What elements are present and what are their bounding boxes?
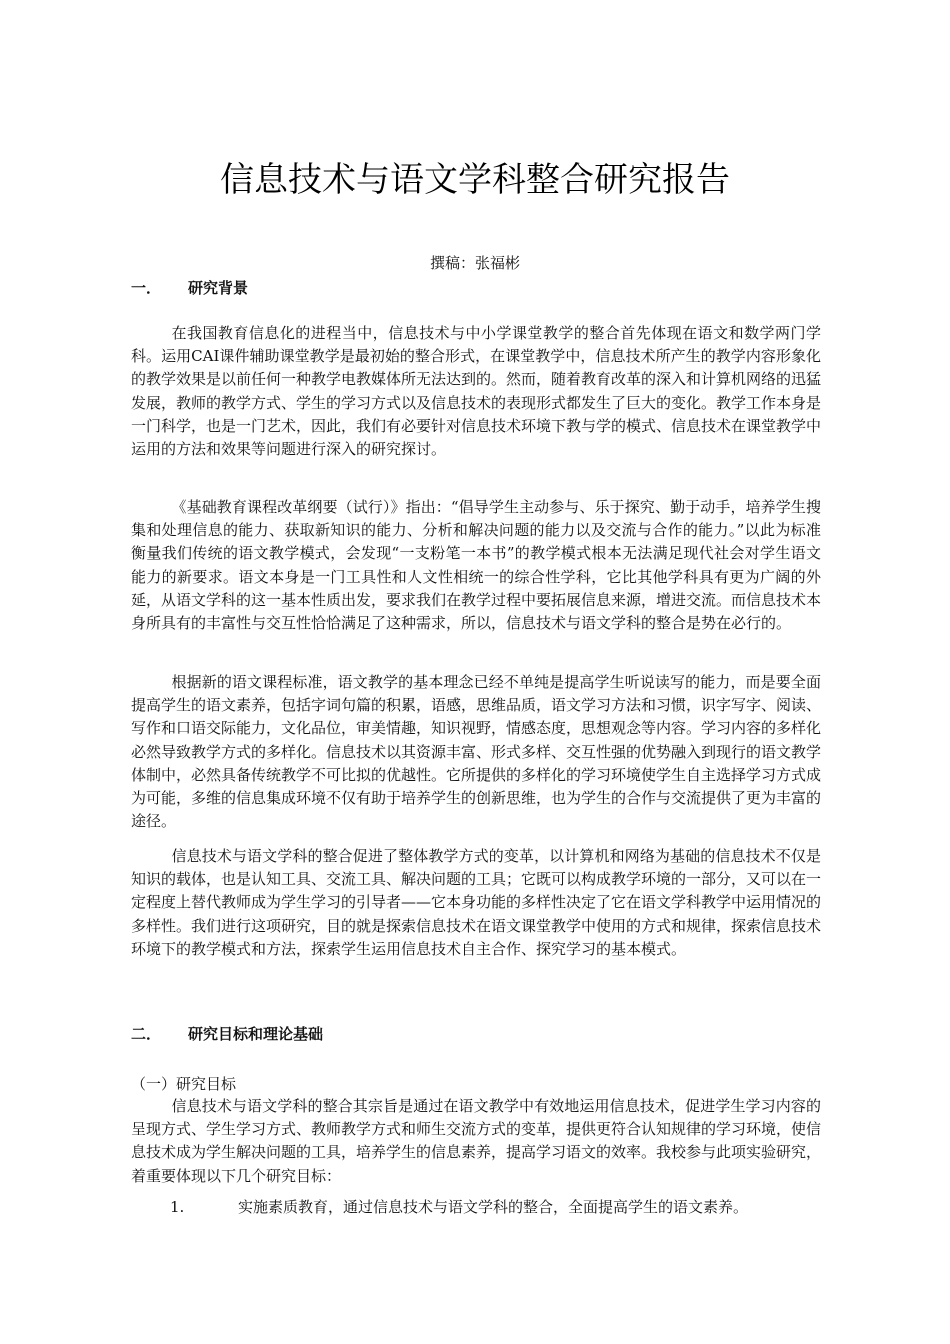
paragraph: 信息技术与语文学科的整合其宗旨是通过在语文教学中有效地运用信息技术，促进学生学习内容的呈现方式、学生学习方式、教师教学方式和师生交流方式的变革，提供更符合认知规律的学习环境，使信息技术成为学生解决问题的工具，培养学生的信息素养，提高学习语文的效率。我校参与此项实验研究，着重要体现以下几个研究目标： [131,1097,822,1185]
section-number: 二． [131,1025,162,1043]
document-title: 信息技术与语文学科整合研究报告 [220,160,730,200]
section-title: 研究目标和理论基础 [188,1025,324,1043]
paragraph: 信息技术与语文学科的整合促进了整体教学方式的变革，以计算机和网络为基础的信息技术不仅是知识的载体，也是认知工具、交流工具、解决问题的工具；它既可以构成教学环境的一部分，又可以在一定程度上替代教师成为学生学习的引导者——它本身功能的多样性决定了它在语文学科教学中运用情况的多样性。我们进行这项研究，目的就是探索信息技术在语文课堂教学中使用的方式和规律，探索信息技术环境下的教学模式和方法，探索学生运用信息技术自主合作、探究学习的基本模式。 [131,847,822,958]
section-heading-2 [131,1023,323,1044]
section-heading-1 [131,277,248,298]
paragraph: 《基础教育课程改革纲要（试行）》指出：“倡导学生主动参与、乐于探究、勤于动手，培养学生搜集和处理信息的能力、获取新知识的能力、分析和解决问题的能力以及交流与合作的能力。”以此为标准衡量我们传统的语文教学模式，会发现“一支粉笔一本书”的教学模式根本无法满足现代社会对学生语文能力的新要求。语文本身是一门工具性和人文性相统一的综合性学科，它比其他学科具有更为广阔的外延，从语文学科的这一基本性质出发，要求我们在教学过程中要拓展信息来源，增进交流。而信息技术本身所具有的丰富性与交互性恰恰满足了这种需求，所以，信息技术与语文学科的整合是势在必行的。 [131,498,822,633]
list-item [170,1196,748,1217]
section-title: 研究背景 [188,279,249,297]
author-line: 撰稿：张福彬 [429,254,520,272]
list-number: 1. [170,1198,185,1216]
paragraph: 根据新的语文课程标准，语文教学的基本理念已经不单纯是提高学生听说读写的能力，而是要全面提高学生的语文素养，包括字词句篇的积累，语感，思维品质，语文学习方法和习惯，识字写字、阅读、写作和口语交际能力，文化品位，审美情趣，知识视野，情感态度，思想观念等内容。学习内容的多样化必然导致教学方式的多样化。信息技术以其资源丰富、形式多样、交互性强的优势融入到现行的语文教学体制中，必然具备传统教学不可比拟的优越性。它所提供的多样化的学习环境使学生自主选择学习方式成为可能，多维的信息集成环境不仅有助于培养学生的创新思维，也为学生的合作与交流提供了更为丰富的途径。 [131,673,822,831]
subsection-heading: （一）研究目标 [131,1075,237,1093]
list-text: 实施素质教育，通过信息技术与语文学科的整合，全面提高学生的语文素养。 [238,1198,749,1216]
paragraph: 在我国教育信息化的进程当中，信息技术与中小学课堂教学的整合首先体现在语文和数学两门学科。运用CAI课件辅助课堂教学是最初始的整合形式，在课堂教学中，信息技术所产生的教学内容形象化的教学效果是以前任何一种教学电教媒体所无法达到的。然而，随着教育改革的深入和计算机网络的迅猛发展，教师的教学方式、学生的学习方式以及信息技术的表现形式都发生了巨大的变化。教学工作本身是一门科学，也是一门艺术，因此，我们有必要针对信息技术环境下教与学的模式、信息技术在课堂教学中运用的方法和效果等问题进行深入的研究探讨。 [131,324,822,459]
section-number: 一． [131,279,162,297]
